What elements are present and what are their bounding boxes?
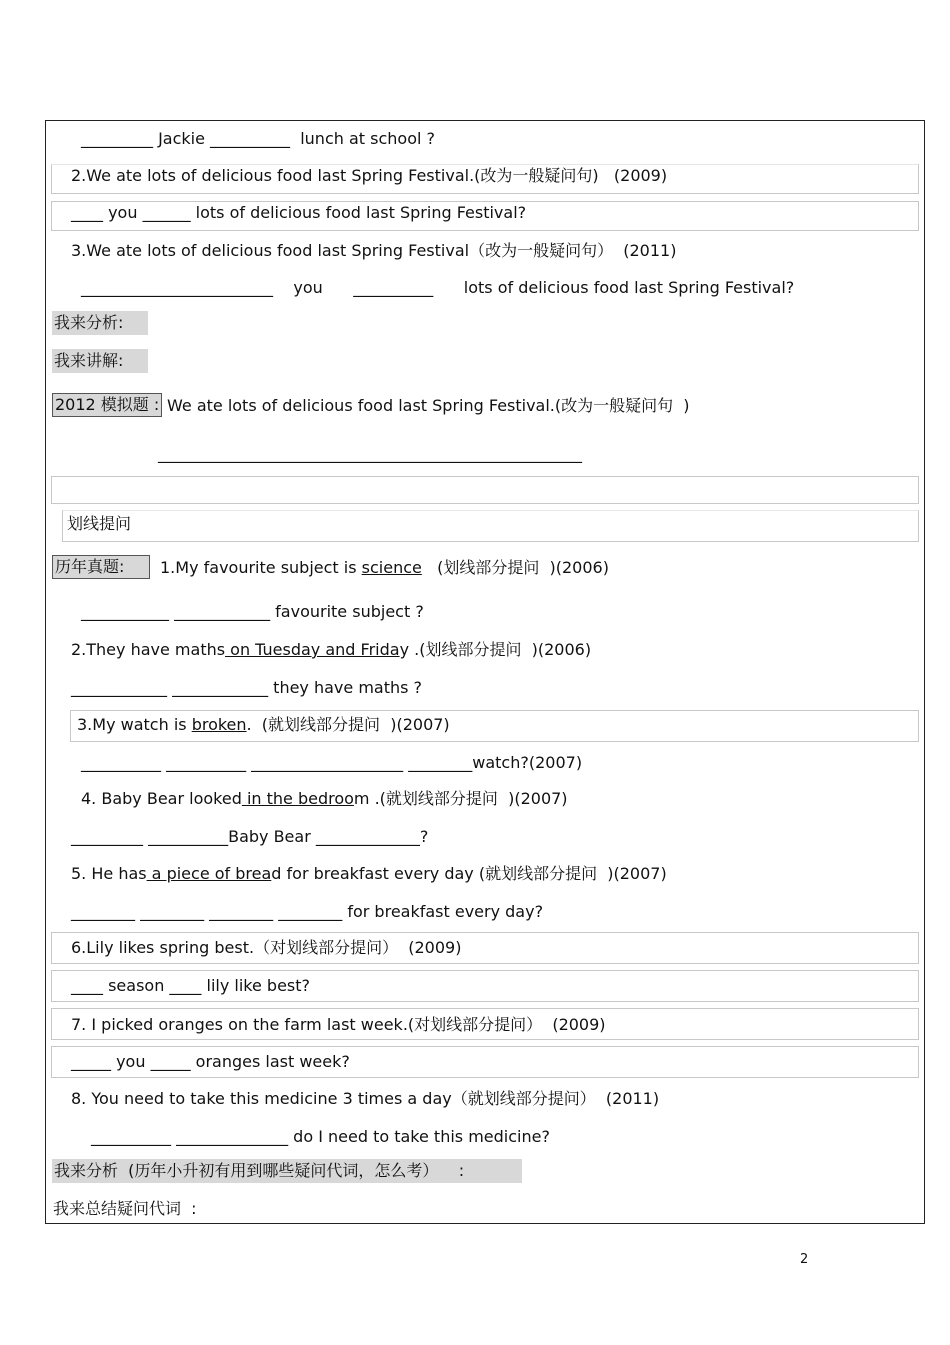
mock-exam-text: We ate lots of delicious food last Spring Festival.(改为一般疑问句 ) [167, 396, 690, 415]
answer-7: _____ you _____ oranges last week? [71, 1052, 350, 1071]
row-box [62, 510, 919, 542]
answer-1: ___________ ____________ favourite subject ? [81, 602, 424, 621]
question-2: 2.They have maths on Tuesday and Friday .(划线部分提问 )(2006) [71, 640, 592, 659]
question-3: 3.My watch is broken. (就划线部分提问 )(2007) [77, 715, 450, 734]
question-8: 8. You need to take this medicine 3 times a day（就划线部分提问） (2011) [71, 1089, 660, 1108]
row-box [51, 476, 919, 504]
answer-2: ____________ ____________ they have maths ? [71, 678, 423, 697]
line-4: 3.We ate lots of delicious food last Spring Festival（改为一般疑问句） (2011) [71, 241, 677, 260]
answer-3: __________ __________ ___________________ ________watch?(2007) [81, 753, 583, 772]
answer-6: ____ season ____ lily like best? [71, 976, 311, 995]
summary-label: 我来总结疑问代词 : [53, 1199, 197, 1218]
line-3: ____ you ______ lots of delicious food last Spring Festival? [71, 203, 527, 222]
section-title: 划线提问 [67, 514, 132, 533]
line-2: 2.We ate lots of delicious food last Spring Festival.(改为一般疑问句) (2009) [71, 166, 668, 185]
question-5: 5. He has a piece of bread for breakfast every day (就划线部分提问 )(2007) [71, 864, 667, 883]
mock-exam-blank: _____________________________________________________ [158, 444, 582, 463]
answer-4: _________ __________Baby Bear _____________? [71, 827, 429, 846]
answer-8: __________ ______________ do I need to take this medicine? [91, 1127, 550, 1146]
question-7: 7. I picked oranges on the farm last week.(对划线部分提问） (2009) [71, 1015, 606, 1034]
analysis-label: 我来分析: [52, 311, 148, 335]
line-5: ________________________ you __________ lots of delicious food last Spring Festival? [81, 278, 795, 297]
mock-exam-tag: 2012 模拟题 : [52, 393, 162, 417]
answer-5: ________ ________ ________ ________ for breakfast every day? [71, 902, 544, 921]
question-1: 1.My favourite subject is science (划线部分提问 )(2006) [160, 558, 609, 577]
past-exam-tag: 历年真题: [52, 555, 150, 579]
page-number: 2 [800, 1252, 809, 1267]
question-6: 6.Lily likes spring best.（对划线部分提问） (2009) [71, 938, 462, 957]
question-4: 4. Baby Bear looked in the bedroom .(就划线部分提问 )(2007) [81, 789, 568, 808]
explain-label: 我来讲解: [52, 349, 148, 373]
line-1: _________ Jackie __________ lunch at school ? [81, 129, 436, 148]
analysis-label-2: 我来分析 (历年小升初有用到哪些疑问代词，怎么考） : [52, 1159, 522, 1183]
